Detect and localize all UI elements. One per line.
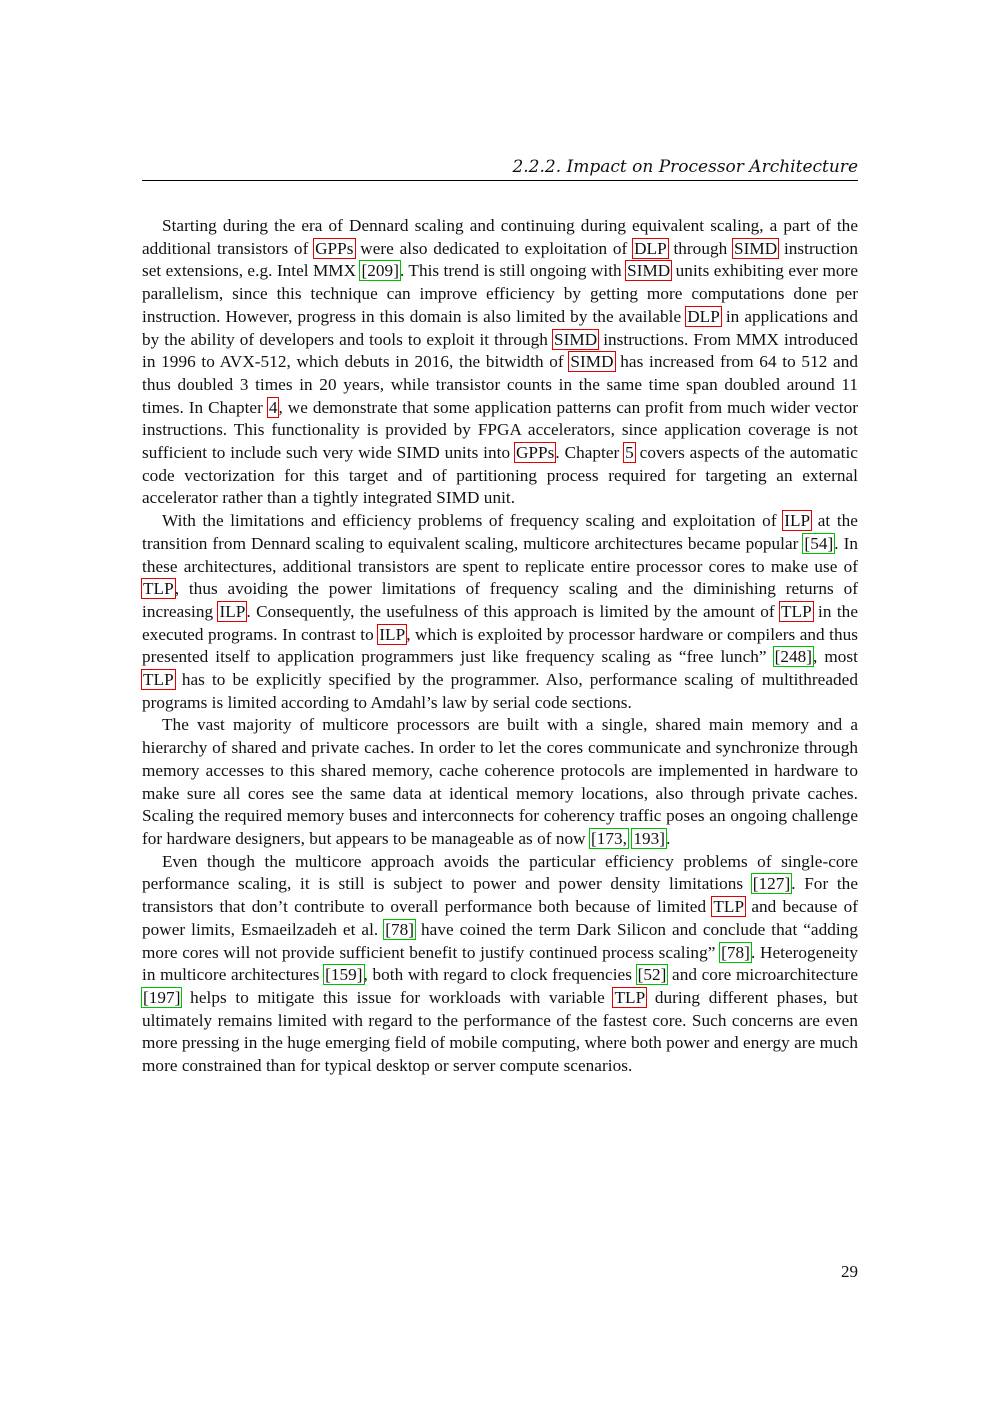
glossary-link[interactable]: ILP	[784, 511, 811, 531]
running-header: 2.2.2. Impact on Processor Architecture	[512, 157, 858, 177]
glossary-link[interactable]: GPPs	[315, 238, 354, 258]
citation-link[interactable]: [197]	[143, 987, 181, 1007]
text-run: With the limitations and efficiency problems of frequency scaling and exploitation of	[162, 511, 784, 531]
glossary-link[interactable]: TLP	[143, 670, 174, 690]
glossary-link[interactable]: TLP	[780, 601, 812, 621]
glossary-link[interactable]: ILP	[219, 601, 246, 621]
text-run: helps to mitigate this issue for workloads with variable	[181, 987, 614, 1007]
text-run: units exhibiting ever more parallelism, since this technique can improve efficiency by getting more computations done per instruction. However, progress in this domain is also limited by the available	[142, 261, 858, 326]
glossary-link[interactable]: DLP	[687, 306, 720, 326]
paragraph	[142, 714, 858, 850]
citation-link[interactable]: [78]	[385, 919, 415, 939]
text-run: .	[666, 828, 671, 848]
text-run: Even though the multicore approach avoids the particular efficiency problems of single-core performance scaling, it is still is subject to power and power density limitations	[142, 851, 858, 894]
text-run: has increased from 64 to 512 and thus doubled 3 times in 20 years, while transistor counts in the same time span doubled around 11 times. In Chapter	[142, 352, 859, 417]
text-run: . For the transistors that don’t contribute to overall performance both because of limited	[142, 874, 858, 917]
glossary-link[interactable]: SIMD	[734, 238, 778, 258]
text-run: . In these architectures, additional transistors are spent to replicate entire processor cores to make use of	[142, 533, 858, 576]
text-run: , most	[813, 647, 858, 667]
text-run: , which is exploited by processor hardware or compilers and thus presented itself to application programmers just like frequency scaling as “free lunch”	[142, 624, 858, 667]
text-run: and core microarchitecture	[667, 965, 859, 985]
citation-link[interactable]: [248]	[774, 647, 813, 667]
header-rule	[142, 180, 858, 181]
glossary-link[interactable]: SIMD	[570, 352, 614, 372]
glossary-link[interactable]: 5	[625, 443, 634, 463]
text-run: during different phases, but ultimately remains limited with regard to the performance of the fastest core. Such concerns are even more pressing in the huge emerging field of mobile computing, where both power and energy are much more constrained than for typical desktop or server compute scenarios.	[142, 987, 858, 1076]
citation-link[interactable]: [173,	[590, 828, 628, 848]
glossary-link[interactable]: TLP	[614, 987, 646, 1007]
text-run: , we demonstrate that some application patterns can profit from much wider vector instructions. This functionality is provided by FPGA accelerators, since application coverage is not sufficient to include such very wide SIMD units into	[142, 397, 858, 463]
paragraph	[142, 215, 858, 510]
citation-link[interactable]: [209]	[361, 261, 399, 281]
text-run: . Heterogeneity in multicore architectures	[142, 942, 858, 985]
glossary-link[interactable]: TLP	[713, 897, 745, 917]
glossary-link[interactable]: GPPs	[515, 443, 555, 463]
text-run: instruction set extensions, e.g. Intel MMX	[142, 238, 859, 281]
glossary-link[interactable]: DLP	[634, 238, 667, 258]
text-run: instructions. From MMX introduced in 1996 to AVX-512, which debuts in 2016, the bitwidth of	[142, 329, 858, 372]
citation-link[interactable]: [127]	[752, 874, 791, 894]
text-run: at the transition from Dennard scaling to equivalent scaling, multicore architectures became popular	[142, 511, 858, 553]
citation-link[interactable]: [52]	[637, 965, 667, 985]
text-run: covers aspects of the automatic code vectorization for this target and of partitioning process required for targeting an external accelerator rather than a tightly integrated SIMD unit.	[142, 443, 858, 508]
paragraph	[142, 510, 858, 714]
citation-link[interactable]: [78]	[721, 942, 750, 962]
citation-link[interactable]: [159]	[325, 965, 363, 985]
body-text	[142, 215, 858, 1078]
text-run: . This trend is still ongoing with	[399, 261, 627, 281]
text-run: have coined the term Dark Silicon and conclude that “adding more cores will not provide sufficient benefit to justify continued process scaling”	[142, 919, 858, 962]
text-run: in applications and by the ability of developers and tools to exploit it through	[142, 306, 858, 349]
glossary-link[interactable]: SIMD	[553, 329, 598, 349]
text-run: , both with regard to clock frequencies	[363, 965, 637, 985]
glossary-link[interactable]: ILP	[379, 624, 406, 644]
glossary-link[interactable]: 4	[268, 397, 278, 417]
text-run: Starting during the era of Dennard scaling and continuing during equivalent scaling, a part of the additional transistors of	[142, 216, 858, 258]
glossary-link[interactable]: TLP	[143, 579, 174, 599]
citation-link[interactable]: [54]	[804, 533, 834, 553]
page-number: 29	[841, 1262, 858, 1281]
text-run: in the executed programs. In contrast to	[142, 601, 859, 644]
paragraph	[142, 851, 858, 1078]
text-run: were also dedicated to exploitation of	[354, 238, 634, 258]
text-run: through	[667, 238, 734, 258]
citation-link[interactable]: 193]	[633, 828, 666, 848]
text-run: and because of power limits, Esmaeilzadeh et al.	[142, 897, 858, 939]
text-run: . Chapter	[555, 443, 625, 463]
text-run: The vast majority of multicore processors are built with a single, shared main memory and a hierarchy of shared and private caches. In order to let the cores communicate and synchronize through memory accesses to this shared memory, cache coherence protocols are implemented in hardware to make sure all cores see the same data at identical memory locations, also through private caches. Scaling the required memory buses and interconnects for coherency traffic poses an ongoing challenge for hardware designers, but appears to be manageable as of now	[142, 715, 858, 848]
glossary-link[interactable]: SIMD	[627, 261, 671, 281]
text-run: , thus avoiding the power limitations of frequency scaling and the diminishing returns of increasing	[142, 579, 858, 621]
text-run: . Consequently, the usefulness of this approach is limited by the amount of	[246, 601, 780, 621]
text-run: has to be explicitly specified by the programmer. Also, performance scaling of multithreaded programs is limited according to Amdahl’s law by serial code sections.	[142, 670, 858, 712]
